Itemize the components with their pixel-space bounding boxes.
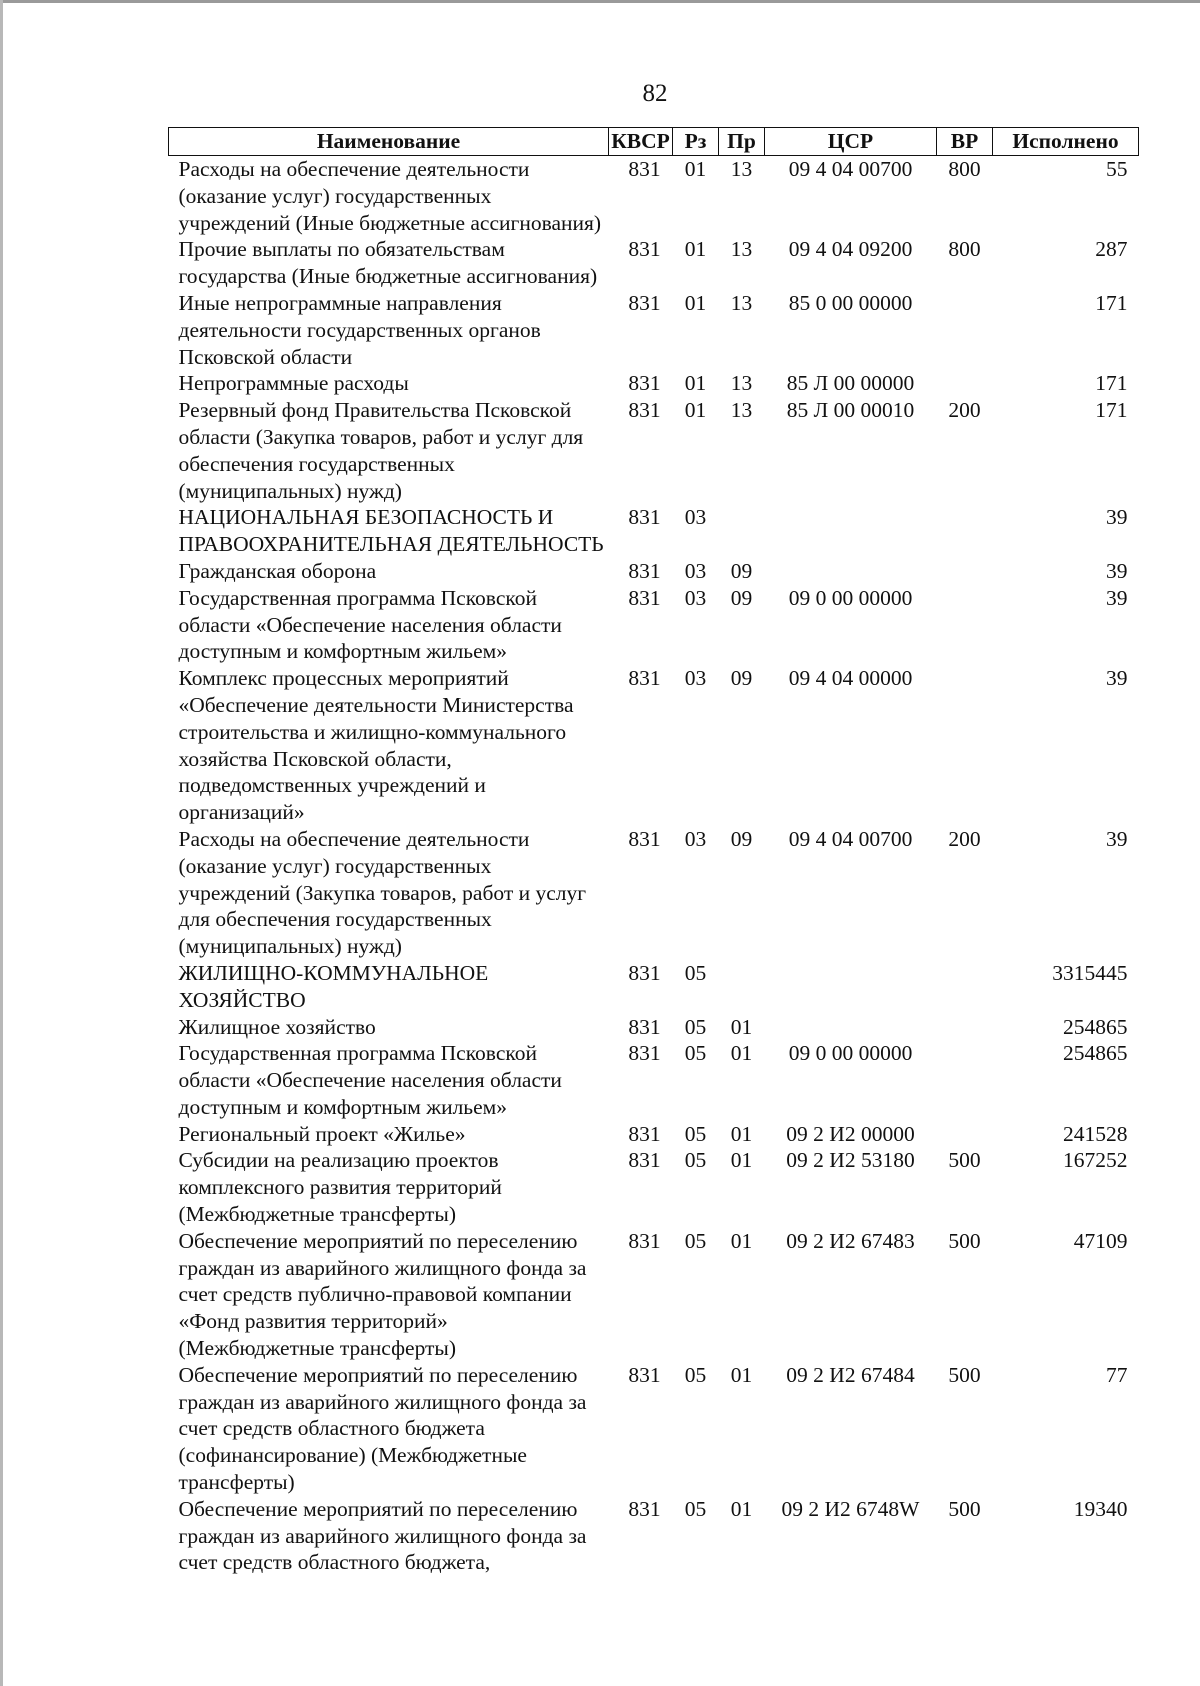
row-rz-cell: 03 (684, 505, 707, 530)
row-vr-cell (937, 558, 993, 585)
table-row (169, 1121, 1139, 1148)
row-name-cell: Субсидии на реализацию проектов комплексного развития территорий (Межбюджетные трансферты) (178, 1148, 502, 1227)
row-kvsr-cell: 831 (628, 960, 661, 985)
row-vr-cell (937, 1040, 993, 1120)
table-body (169, 156, 1139, 1577)
scan-left-edge (0, 0, 3, 1686)
row-rz-cell: 01 (684, 290, 707, 315)
row-pr-cell: 01 (730, 1228, 753, 1253)
row-vr-cell (937, 504, 993, 558)
row-kvsr-cell: 831 (628, 1041, 661, 1066)
row-vr-cell (937, 665, 993, 826)
row-csr-cell (765, 558, 937, 585)
row-name-cell: Жилищное хозяйство (178, 1014, 376, 1039)
table-header-row (169, 128, 1139, 156)
row-name-cell: Государственная программа Псковской области «Обеспечение населения области доступным и комфортным жильем» (178, 1041, 562, 1119)
row-pr-cell: 01 (730, 1014, 753, 1039)
row-pr-cell: 01 (730, 1148, 753, 1173)
row-name-cell: ЖИЛИЩНО-КОММУНАЛЬНОЕ ХОЗЯЙСТВО (178, 960, 489, 1012)
row-kvsr-cell: 831 (628, 558, 661, 583)
row-pr-cell: 01 (730, 1121, 753, 1146)
row-vr-cell: 500 (948, 1228, 981, 1253)
row-vr-cell (937, 370, 993, 397)
row-vr-cell: 200 (948, 398, 981, 423)
table-row (169, 585, 1139, 665)
row-pr-cell (719, 960, 765, 1014)
row-executed-cell: 167252 (1063, 1148, 1128, 1173)
row-executed-cell: 39 (1106, 585, 1128, 610)
table-row (169, 1496, 1139, 1576)
table-row (169, 1147, 1139, 1227)
row-rz-cell: 03 (684, 585, 707, 610)
row-executed-cell: 55 (1106, 157, 1128, 181)
row-kvsr-cell: 831 (628, 157, 661, 181)
row-kvsr-cell: 831 (628, 1496, 661, 1521)
row-executed-cell: 254865 (1063, 1041, 1128, 1066)
row-pr-cell: 01 (730, 1362, 753, 1387)
table-row (169, 1362, 1139, 1496)
row-csr-cell (765, 960, 937, 1014)
row-pr-cell: 09 (730, 826, 753, 851)
row-kvsr-cell: 831 (628, 237, 661, 262)
row-vr-cell (937, 585, 993, 665)
row-rz-cell: 03 (684, 666, 707, 691)
budget-table (168, 127, 1139, 1576)
table-row (169, 156, 1139, 237)
row-csr-cell: 09 2 И2 6748W (781, 1496, 920, 1521)
row-kvsr-cell: 831 (628, 666, 661, 691)
table-row (169, 665, 1139, 826)
row-kvsr-cell: 831 (628, 1228, 661, 1253)
row-name-cell: Региональный проект «Жилье» (178, 1121, 466, 1146)
row-rz-cell: 05 (684, 1014, 707, 1039)
row-vr-cell (937, 1121, 993, 1148)
row-name-cell: Расходы на обеспечение деятельности (оказание услуг) государственных учреждений (Закупка товаров, работ и услуг для обеспечения государственных (муниципальных) нужд) (178, 826, 587, 959)
row-rz-cell: 01 (684, 157, 707, 181)
row-rz-cell: 05 (684, 1496, 707, 1521)
row-rz-cell: 05 (684, 960, 707, 985)
row-pr-cell: 01 (730, 1041, 753, 1066)
row-executed-cell: 171 (1095, 371, 1128, 396)
row-pr-cell: 09 (730, 666, 753, 691)
table-row (169, 558, 1139, 585)
row-rz-cell: 01 (684, 398, 707, 423)
header-pr: Пр (719, 128, 765, 156)
row-pr-cell: 13 (730, 398, 753, 423)
row-executed-cell: 19340 (1073, 1496, 1128, 1521)
row-csr-cell: 85 0 00 00000 (788, 290, 913, 315)
row-csr-cell: 85 Л 00 00000 (786, 371, 915, 396)
table-row (169, 504, 1139, 558)
table-row (169, 1014, 1139, 1041)
row-pr-cell: 13 (730, 237, 753, 262)
row-rz-cell: 01 (684, 237, 707, 262)
scan-top-edge (0, 0, 1200, 3)
row-kvsr-cell: 831 (628, 290, 661, 315)
row-name-cell: Резервный фонд Правительства Псковской области (Закупка товаров, работ и услуг для обеспечения государственных (муниципальных) нужд) (178, 398, 584, 503)
row-csr-cell: 09 2 И2 00000 (786, 1121, 915, 1146)
page-number: 82 (642, 80, 668, 107)
row-executed-cell: 39 (1106, 666, 1128, 691)
row-csr-cell: 09 0 00 00000 (788, 1041, 913, 1066)
row-rz-cell: 05 (684, 1228, 707, 1253)
row-pr-cell: 09 (730, 585, 753, 610)
row-executed-cell: 171 (1095, 398, 1128, 423)
table-row (169, 1228, 1139, 1362)
header-name: Наименование (169, 128, 609, 156)
row-csr-cell: 09 2 И2 67483 (786, 1228, 915, 1253)
row-vr-cell: 200 (948, 826, 981, 851)
row-executed-cell: 39 (1106, 826, 1128, 851)
row-kvsr-cell: 831 (628, 1148, 661, 1173)
row-pr-cell (719, 504, 765, 558)
row-name-cell: Государственная программа Псковской области «Обеспечение населения области доступным и комфортным жильем» (178, 585, 562, 664)
row-kvsr-cell: 831 (628, 585, 661, 610)
row-rz-cell: 01 (684, 371, 707, 396)
row-executed-cell: 241528 (1063, 1121, 1128, 1146)
header-rz: Рз (673, 128, 719, 156)
row-kvsr-cell: 831 (628, 1362, 661, 1387)
header-kvsr: КВСР (609, 128, 673, 156)
row-kvsr-cell: 831 (628, 826, 661, 851)
row-csr-cell: 09 4 04 00700 (788, 826, 913, 851)
table-row (169, 960, 1139, 1014)
row-executed-cell: 47109 (1073, 1228, 1128, 1253)
row-pr-cell: 13 (730, 157, 753, 181)
row-name-cell: НАЦИОНАЛЬНАЯ БЕЗОПАСНОСТЬ И ПРАВООХРАНИТЕЛЬНАЯ ДЕЯТЕЛЬНОСТЬ (178, 505, 604, 557)
table-row (169, 236, 1139, 290)
table-row (169, 370, 1139, 397)
row-executed-cell: 254865 (1063, 1014, 1128, 1039)
row-kvsr-cell: 831 (628, 1014, 661, 1039)
row-csr-cell: 09 0 00 00000 (788, 585, 913, 610)
row-vr-cell: 500 (948, 1148, 981, 1173)
row-vr-cell: 800 (948, 237, 981, 262)
row-name-cell: Иные непрограммные направления деятельности государственных органов Псковской области (178, 290, 541, 369)
row-rz-cell: 05 (684, 1121, 707, 1146)
header-executed: Исполнено (993, 128, 1139, 156)
row-name-cell: Обеспечение мероприятий по переселению граждан из аварийного жилищного фонда за счет средств публично-правовой компании «Фонд развития территорий» (Межбюджетные трансферты) (178, 1228, 587, 1361)
row-csr-cell: 09 2 И2 67484 (786, 1362, 915, 1387)
header-vr: ВР (937, 128, 993, 156)
row-executed-cell: 171 (1095, 290, 1128, 315)
row-pr-cell: 13 (730, 371, 753, 396)
row-csr-cell: 09 4 04 00000 (788, 666, 913, 691)
row-name-cell: Расходы на обеспечение деятельности (оказание услуг) государственных учреждений (Иные бюджетные ассигнования) (178, 157, 602, 235)
row-kvsr-cell: 831 (628, 371, 661, 396)
row-executed-cell: 3315445 (1052, 960, 1128, 985)
row-csr-cell (765, 504, 937, 558)
row-rz-cell: 05 (684, 1362, 707, 1387)
row-vr-cell: 500 (948, 1496, 981, 1521)
row-csr-cell: 85 Л 00 00010 (786, 398, 915, 423)
row-csr-cell: 09 4 04 09200 (788, 237, 913, 262)
row-pr-cell: 13 (730, 290, 753, 315)
row-name-cell: Обеспечение мероприятий по переселению граждан из аварийного жилищного фонда за счет средств областного бюджета, (178, 1496, 587, 1575)
row-rz-cell: 05 (684, 1041, 707, 1066)
row-name-cell: Гражданская оборона (178, 558, 377, 583)
row-csr-cell: 09 4 04 00700 (788, 157, 913, 181)
row-rz-cell: 03 (684, 826, 707, 851)
row-kvsr-cell: 831 (628, 398, 661, 423)
row-executed-cell: 39 (1106, 558, 1128, 583)
row-name-cell: Непрограммные расходы (178, 371, 409, 396)
row-rz-cell: 03 (684, 558, 707, 583)
row-pr-cell: 09 (730, 558, 753, 583)
row-vr-cell (937, 1014, 993, 1041)
row-vr-cell (937, 960, 993, 1014)
row-rz-cell: 05 (684, 1148, 707, 1173)
header-csr: ЦСР (765, 128, 937, 156)
row-csr-cell (765, 1014, 937, 1041)
table-row (169, 290, 1139, 370)
row-pr-cell: 01 (730, 1496, 753, 1521)
row-kvsr-cell: 831 (628, 1121, 661, 1146)
row-executed-cell: 39 (1106, 505, 1128, 530)
row-name-cell: Обеспечение мероприятий по переселению граждан из аварийного жилищного фонда за счет средств областного бюджета (софинансирование) (Межбюджетные трансферты) (178, 1362, 587, 1495)
table-row (169, 826, 1139, 960)
table-row (169, 1040, 1139, 1120)
row-name-cell: Прочие выплаты по обязательствам государства (Иные бюджетные ассигнования) (178, 237, 598, 289)
row-vr-cell: 500 (948, 1362, 981, 1387)
row-executed-cell: 77 (1106, 1362, 1128, 1387)
table-row (169, 397, 1139, 504)
row-name-cell: Комплекс процессных мероприятий «Обеспечение деятельности Министерства строительства и жилищно-коммунального хозяйства Псковской области, подведомственных учреждений и организаций» (178, 666, 574, 825)
row-vr-cell (937, 290, 993, 370)
row-vr-cell: 800 (948, 157, 981, 181)
row-executed-cell: 287 (1095, 237, 1128, 262)
row-csr-cell: 09 2 И2 53180 (786, 1148, 915, 1173)
row-kvsr-cell: 831 (628, 505, 661, 530)
